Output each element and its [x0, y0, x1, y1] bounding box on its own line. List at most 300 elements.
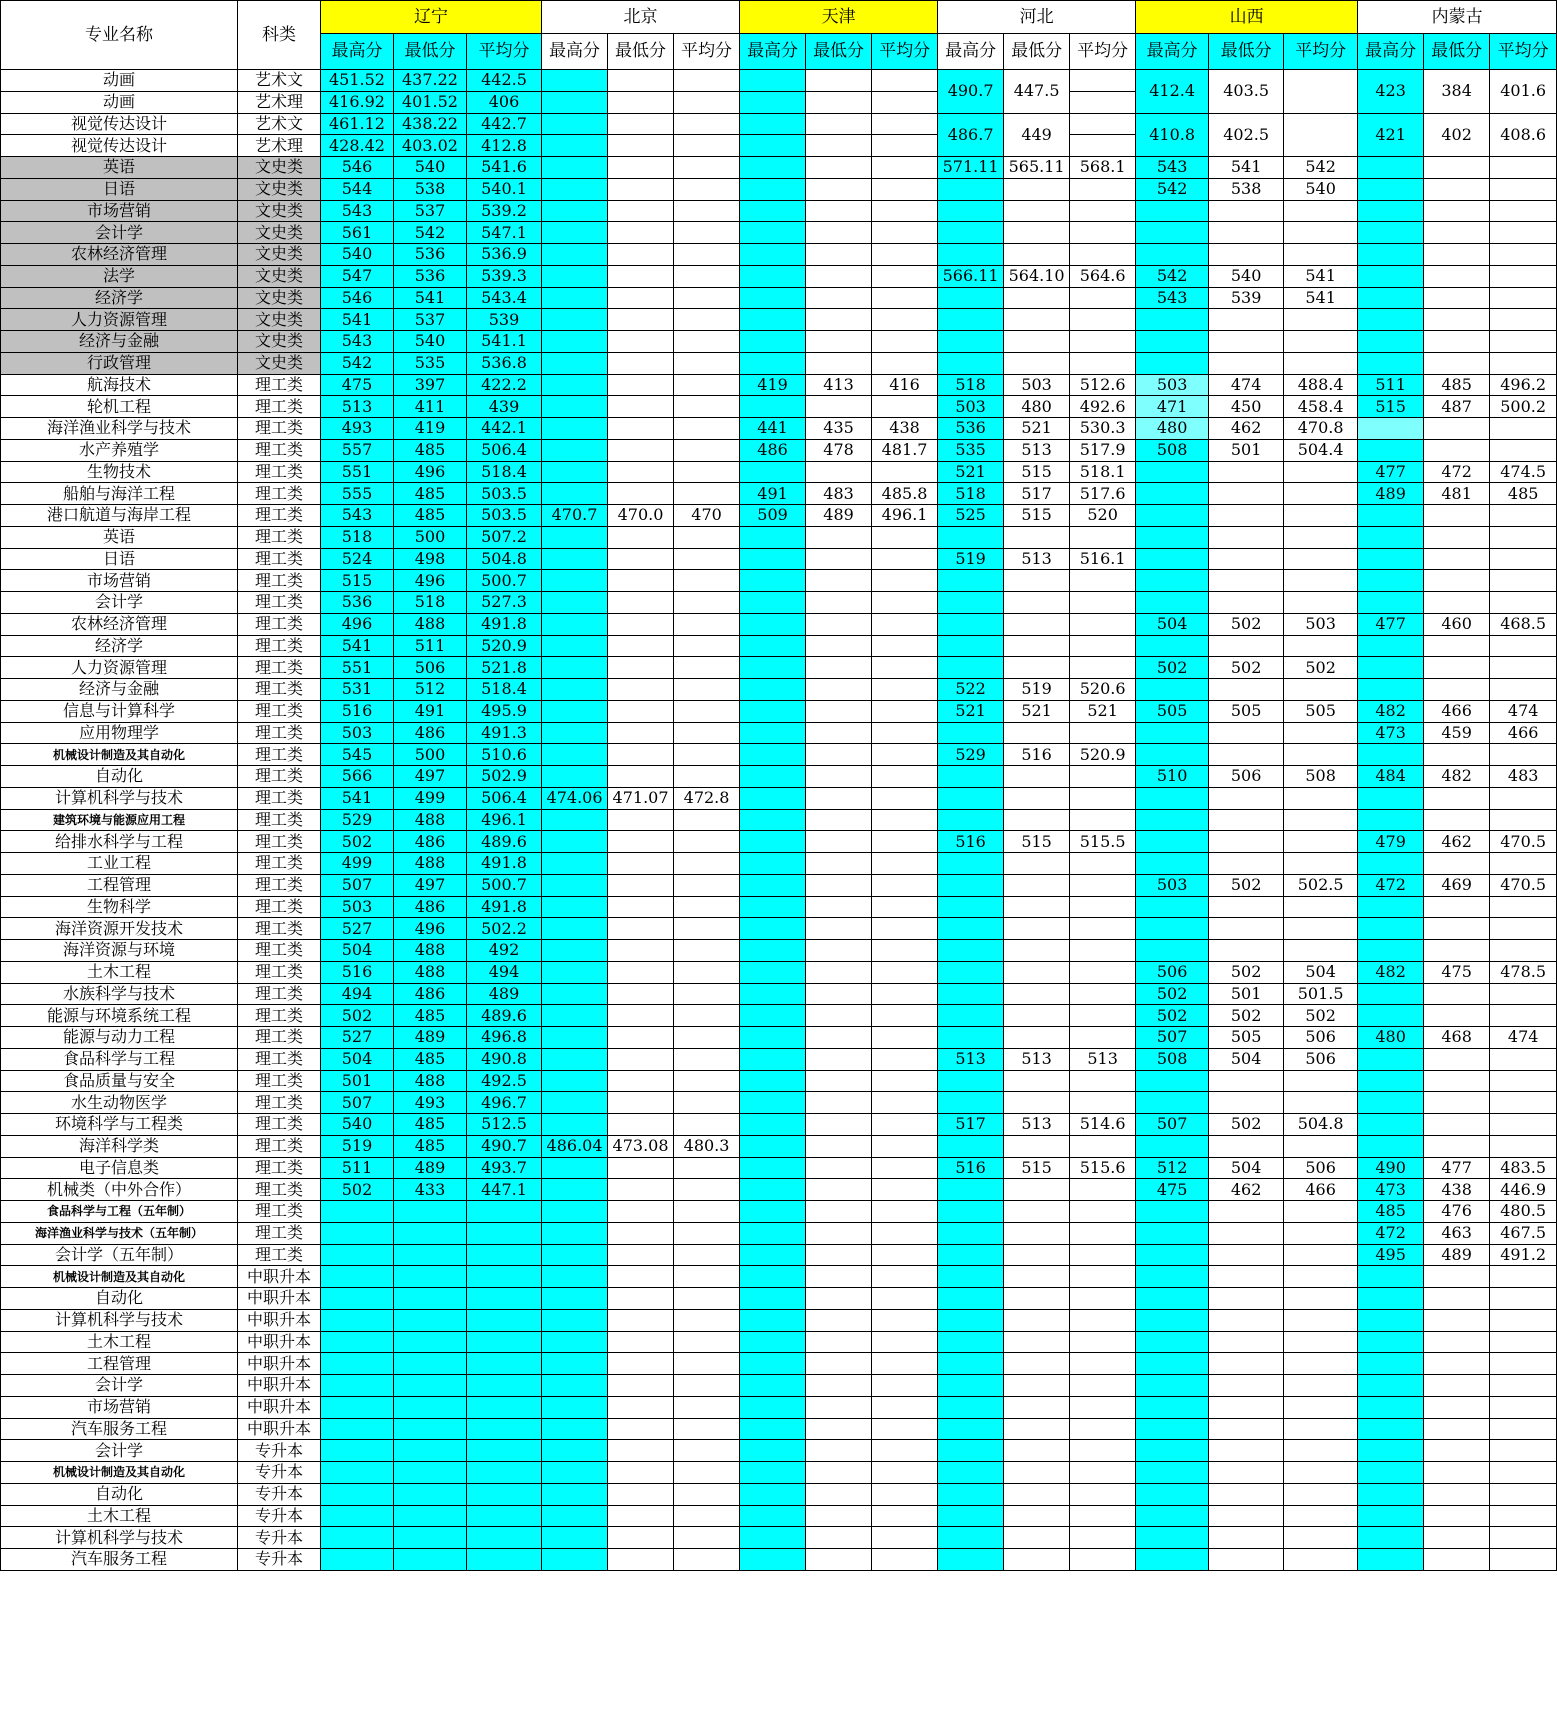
score-cell-tianjin	[740, 222, 806, 244]
major-category: 专升本	[238, 1483, 321, 1505]
score-cell-liaoning: 485	[394, 1048, 467, 1070]
header-metric: 最低分	[394, 34, 467, 70]
score-cell-liaoning	[467, 1505, 542, 1527]
score-cell-beijing	[542, 396, 608, 418]
score-cell-shanxi: 542	[1284, 157, 1358, 179]
score-cell-hebei	[1004, 1135, 1070, 1157]
score-cell-tianjin	[740, 613, 806, 635]
score-cell-beijing	[608, 526, 674, 548]
score-cell-hebei	[1070, 1135, 1136, 1157]
score-cell-shanxi	[1209, 1092, 1284, 1114]
score-cell-hebei	[1004, 352, 1070, 374]
score-cell-tianjin	[872, 1048, 938, 1070]
score-cell-tianjin	[806, 352, 872, 374]
score-cell-hebei	[938, 592, 1004, 614]
score-cell-neimenggu: 491.2	[1490, 1244, 1557, 1266]
score-cell-neimenggu	[1490, 1005, 1557, 1027]
score-cell-hebei	[938, 983, 1004, 1005]
score-cell-hebei: 518	[938, 374, 1004, 396]
score-cell-shanxi	[1284, 1309, 1358, 1331]
score-cell-tianjin	[740, 200, 806, 222]
score-cell-hebei	[938, 635, 1004, 657]
score-cell-beijing	[542, 352, 608, 374]
score-cell-shanxi: 503	[1136, 874, 1209, 896]
score-cell-tianjin	[806, 1440, 872, 1462]
score-cell-shanxi: 501	[1209, 439, 1284, 461]
score-cell-shanxi	[1209, 352, 1284, 374]
score-cell-neimenggu	[1424, 548, 1490, 570]
score-cell-shanxi	[1284, 483, 1358, 505]
score-cell-shanxi	[1209, 1222, 1284, 1244]
score-cell-neimenggu	[1358, 1048, 1424, 1070]
major-category: 理工类	[238, 396, 321, 418]
score-cell-beijing	[674, 570, 740, 592]
score-cell-liaoning: 488	[394, 613, 467, 635]
major-name: 海洋资源开发技术	[1, 918, 238, 940]
table-row	[1, 200, 1557, 222]
score-cell-neimenggu: 485	[1358, 1201, 1424, 1223]
score-cell-liaoning	[321, 1375, 394, 1397]
score-cell-shanxi	[1284, 309, 1358, 331]
score-cell-tianjin	[872, 570, 938, 592]
score-cell-beijing	[542, 1309, 608, 1331]
score-cell-shanxi	[1209, 526, 1284, 548]
major-category: 理工类	[238, 1048, 321, 1070]
header-metric: 平均分	[467, 34, 542, 70]
score-cell-neimenggu	[1490, 1288, 1557, 1310]
score-cell-beijing	[674, 722, 740, 744]
score-cell-shanxi: 462	[1209, 418, 1284, 440]
score-cell-beijing	[674, 635, 740, 657]
score-cell-shanxi	[1136, 1201, 1209, 1223]
score-cell-neimenggu	[1358, 940, 1424, 962]
score-cell-liaoning: 493.7	[467, 1157, 542, 1179]
score-cell-hebei: 517.6	[1070, 483, 1136, 505]
score-cell-hebei	[1004, 1288, 1070, 1310]
score-cell-tianjin	[740, 461, 806, 483]
score-cell-neimenggu	[1424, 918, 1490, 940]
score-cell-hebei	[1070, 309, 1136, 331]
score-cell-neimenggu: 482	[1358, 700, 1424, 722]
score-cell-shanxi	[1136, 461, 1209, 483]
major-category: 理工类	[238, 592, 321, 614]
score-cell-liaoning: 442.1	[467, 418, 542, 440]
major-category: 理工类	[238, 896, 321, 918]
score-cell-hebei: 519	[938, 548, 1004, 570]
score-cell-tianjin	[740, 831, 806, 853]
score-cell-shanxi: 501	[1209, 983, 1284, 1005]
score-cell-tianjin	[806, 679, 872, 701]
score-cell-hebei: 521	[938, 461, 1004, 483]
score-cell-shanxi	[1209, 1353, 1284, 1375]
score-cell-beijing	[608, 940, 674, 962]
major-name: 工程管理	[1, 1353, 238, 1375]
score-cell-shanxi	[1136, 1070, 1209, 1092]
table-row	[1, 1462, 1557, 1484]
score-cell-hebei	[938, 961, 1004, 983]
score-cell-beijing	[608, 483, 674, 505]
score-cell-hebei: 520.9	[1070, 744, 1136, 766]
score-cell-shanxi	[1209, 940, 1284, 962]
score-cell-tianjin	[740, 1135, 806, 1157]
score-cell-beijing	[608, 1505, 674, 1527]
score-cell-tianjin	[806, 1396, 872, 1418]
score-cell-beijing	[542, 831, 608, 853]
score-cell-liaoning	[394, 1505, 467, 1527]
score-cell-shanxi: 505	[1136, 700, 1209, 722]
score-cell-shanxi	[1209, 331, 1284, 353]
score-cell-liaoning: 497	[394, 874, 467, 896]
score-cell-shanxi: 502	[1136, 1005, 1209, 1027]
score-cell-hebei: 515	[1004, 461, 1070, 483]
score-cell-beijing	[608, 1331, 674, 1353]
score-cell-tianjin	[806, 1244, 872, 1266]
score-cell-hebei: 521	[1004, 418, 1070, 440]
major-category: 理工类	[238, 657, 321, 679]
score-cell-beijing: 486.04	[542, 1135, 608, 1157]
score-cell-hebei	[1070, 113, 1136, 135]
major-category: 理工类	[238, 1157, 321, 1179]
score-cell-tianjin	[740, 244, 806, 266]
table-row	[1, 1005, 1557, 1027]
score-cell-hebei	[1004, 200, 1070, 222]
score-cell-hebei	[1070, 1483, 1136, 1505]
score-cell-liaoning: 488	[394, 809, 467, 831]
score-cell-tianjin	[806, 1331, 872, 1353]
score-cell-liaoning: 538	[394, 178, 467, 200]
score-cell-hebei: 513	[1004, 548, 1070, 570]
score-cell-neimenggu	[1490, 1266, 1557, 1288]
score-cell-liaoning: 497	[394, 766, 467, 788]
score-cell-tianjin	[806, 613, 872, 635]
score-cell-shanxi	[1284, 679, 1358, 701]
score-cell-shanxi: 504	[1136, 613, 1209, 635]
major-category: 中职升本	[238, 1331, 321, 1353]
score-cell-tianjin	[872, 831, 938, 853]
score-cell-tianjin: 441	[740, 418, 806, 440]
score-cell-liaoning: 488	[394, 940, 467, 962]
score-cell-hebei	[1070, 1396, 1136, 1418]
score-cell-beijing	[542, 1027, 608, 1049]
score-cell-beijing: 472.8	[674, 787, 740, 809]
score-cell-beijing	[542, 265, 608, 287]
major-name: 会计学	[1, 592, 238, 614]
score-cell-shanxi	[1209, 461, 1284, 483]
score-cell-beijing	[608, 418, 674, 440]
score-cell-shanxi: 502	[1209, 874, 1284, 896]
score-cell-liaoning: 475	[321, 374, 394, 396]
score-cell-neimenggu	[1358, 1505, 1424, 1527]
score-cell-tianjin	[806, 961, 872, 983]
score-cell-hebei	[938, 853, 1004, 875]
header-metric: 最低分	[1209, 34, 1284, 70]
score-cell-hebei	[1070, 1244, 1136, 1266]
score-cell-beijing	[542, 526, 608, 548]
score-cell-shanxi	[1284, 1418, 1358, 1440]
table-row	[1, 1353, 1557, 1375]
score-cell-shanxi	[1136, 548, 1209, 570]
score-cell-shanxi	[1136, 809, 1209, 831]
score-cell-liaoning	[321, 1201, 394, 1223]
score-cell-beijing	[542, 1288, 608, 1310]
score-cell-beijing	[608, 135, 674, 157]
score-cell-shanxi: 502	[1136, 657, 1209, 679]
score-cell-neimenggu	[1490, 570, 1557, 592]
score-cell-hebei: 515	[1004, 831, 1070, 853]
table-row	[1, 896, 1557, 918]
score-cell-beijing	[542, 722, 608, 744]
major-name: 会计学	[1, 1440, 238, 1462]
score-cell-hebei	[938, 331, 1004, 353]
score-cell-tianjin	[872, 70, 938, 92]
score-cell-neimenggu: 438	[1424, 1179, 1490, 1201]
score-cell-beijing	[674, 396, 740, 418]
score-cell-neimenggu	[1490, 309, 1557, 331]
score-cell-hebei	[938, 1396, 1004, 1418]
score-cell-neimenggu	[1424, 1549, 1490, 1571]
score-cell-neimenggu	[1424, 287, 1490, 309]
score-cell-hebei: 566.11	[938, 265, 1004, 287]
score-cell-hebei	[1004, 874, 1070, 896]
table-row	[1, 309, 1557, 331]
score-cell-beijing	[674, 1462, 740, 1484]
score-cell-liaoning: 536.9	[467, 244, 542, 266]
major-name: 食品质量与安全	[1, 1070, 238, 1092]
major-category: 理工类	[238, 548, 321, 570]
score-cell-neimenggu	[1358, 679, 1424, 701]
score-cell-neimenggu: 480.5	[1490, 1201, 1557, 1223]
score-cell-liaoning: 406	[467, 91, 542, 113]
table-row	[1, 157, 1557, 179]
score-cell-tianjin	[872, 1375, 938, 1397]
major-category: 理工类	[238, 1027, 321, 1049]
score-cell-tianjin	[806, 91, 872, 113]
score-cell-beijing	[608, 439, 674, 461]
score-cell-beijing	[674, 1549, 740, 1571]
table-row	[1, 287, 1557, 309]
major-category: 理工类	[238, 1092, 321, 1114]
score-cell-shanxi	[1284, 831, 1358, 853]
score-cell-tianjin	[872, 983, 938, 1005]
score-cell-neimenggu	[1358, 418, 1424, 440]
score-cell-liaoning: 488	[394, 853, 467, 875]
score-cell-hebei: 520	[1070, 505, 1136, 527]
score-cell-tianjin	[806, 787, 872, 809]
score-cell-liaoning: 512	[394, 679, 467, 701]
major-category: 中职升本	[238, 1266, 321, 1288]
score-cell-shanxi	[1209, 744, 1284, 766]
table-row	[1, 331, 1557, 353]
score-cell-neimenggu	[1490, 983, 1557, 1005]
score-cell-shanxi	[1136, 1244, 1209, 1266]
score-cell-neimenggu: 489	[1358, 483, 1424, 505]
score-cell-hebei: 513	[1004, 1114, 1070, 1136]
score-cell-tianjin: 509	[740, 505, 806, 527]
score-cell-hebei	[1004, 570, 1070, 592]
score-cell-hebei	[1004, 331, 1070, 353]
score-cell-neimenggu	[1424, 1114, 1490, 1136]
score-cell-tianjin	[806, 1505, 872, 1527]
score-cell-beijing	[608, 700, 674, 722]
score-cell-neimenggu: 402	[1424, 113, 1490, 157]
score-cell-neimenggu: 470.5	[1490, 831, 1557, 853]
score-cell-neimenggu: 446.9	[1490, 1179, 1557, 1201]
score-cell-tianjin	[740, 1375, 806, 1397]
score-cell-neimenggu: 384	[1424, 70, 1490, 114]
score-cell-liaoning: 539.2	[467, 200, 542, 222]
score-cell-tianjin	[740, 1396, 806, 1418]
score-cell-tianjin	[806, 700, 872, 722]
table-row	[1, 352, 1557, 374]
score-cell-liaoning: 518	[394, 592, 467, 614]
major-name: 海洋科学类	[1, 1135, 238, 1157]
score-cell-tianjin	[872, 853, 938, 875]
score-cell-neimenggu	[1358, 983, 1424, 1005]
score-cell-shanxi: 501.5	[1284, 983, 1358, 1005]
score-cell-hebei	[1070, 896, 1136, 918]
score-cell-neimenggu: 482	[1358, 961, 1424, 983]
score-cell-tianjin	[872, 309, 938, 331]
header-metric: 平均分	[1070, 34, 1136, 70]
score-cell-tianjin	[872, 1288, 938, 1310]
table-row	[1, 1266, 1557, 1288]
score-cell-tianjin	[740, 70, 806, 92]
score-cell-tianjin	[806, 1222, 872, 1244]
score-cell-hebei	[1070, 874, 1136, 896]
major-name: 农林经济管理	[1, 613, 238, 635]
score-cell-neimenggu	[1424, 1505, 1490, 1527]
score-cell-tianjin	[806, 113, 872, 135]
score-cell-hebei: 515	[1004, 505, 1070, 527]
score-cell-tianjin	[740, 1462, 806, 1484]
score-cell-hebei	[938, 918, 1004, 940]
score-cell-hebei	[1004, 940, 1070, 962]
score-cell-neimenggu: 421	[1358, 113, 1424, 157]
score-cell-shanxi: 508	[1284, 766, 1358, 788]
major-name: 机械设计制造及其自动化	[1, 744, 238, 766]
score-cell-beijing	[674, 853, 740, 875]
score-cell-beijing	[674, 1396, 740, 1418]
major-category: 理工类	[238, 505, 321, 527]
score-cell-beijing: 470.7	[542, 505, 608, 527]
score-cell-hebei: 517.9	[1070, 439, 1136, 461]
score-cell-shanxi: 506	[1136, 961, 1209, 983]
score-cell-shanxi	[1136, 505, 1209, 527]
score-cell-liaoning: 442.7	[467, 113, 542, 135]
score-cell-beijing	[608, 657, 674, 679]
score-cell-liaoning	[321, 1440, 394, 1462]
score-cell-beijing	[608, 1222, 674, 1244]
score-cell-tianjin	[872, 91, 938, 113]
score-cell-hebei	[1004, 1375, 1070, 1397]
score-cell-hebei	[1004, 309, 1070, 331]
score-cell-tianjin	[740, 135, 806, 157]
score-cell-liaoning: 513	[321, 396, 394, 418]
table-row	[1, 1114, 1557, 1136]
score-cell-hebei	[1070, 940, 1136, 962]
score-cell-shanxi	[1209, 1396, 1284, 1418]
score-cell-liaoning: 537	[394, 200, 467, 222]
score-cell-liaoning	[467, 1462, 542, 1484]
score-cell-beijing	[542, 1157, 608, 1179]
score-cell-tianjin	[872, 961, 938, 983]
score-cell-shanxi	[1209, 570, 1284, 592]
score-cell-hebei	[1070, 178, 1136, 200]
header-major: 专业名称	[1, 1, 238, 70]
score-cell-neimenggu: 466	[1424, 700, 1490, 722]
score-cell-liaoning: 537	[394, 309, 467, 331]
score-cell-beijing	[542, 461, 608, 483]
score-cell-beijing	[608, 200, 674, 222]
score-cell-shanxi: 541	[1209, 157, 1284, 179]
score-cell-liaoning: 546	[321, 157, 394, 179]
score-cell-hebei	[938, 613, 1004, 635]
score-cell-tianjin	[806, 1266, 872, 1288]
score-cell-neimenggu: 460	[1424, 613, 1490, 635]
score-cell-neimenggu	[1424, 1266, 1490, 1288]
score-cell-liaoning	[467, 1266, 542, 1288]
score-cell-tianjin: 485.8	[872, 483, 938, 505]
score-cell-liaoning: 494	[321, 983, 394, 1005]
score-cell-hebei	[1004, 1527, 1070, 1549]
major-name: 海洋渔业科学与技术	[1, 418, 238, 440]
score-cell-neimenggu	[1358, 570, 1424, 592]
score-cell-neimenggu	[1424, 439, 1490, 461]
score-cell-neimenggu	[1358, 1070, 1424, 1092]
major-category: 文史类	[238, 331, 321, 353]
score-cell-beijing	[542, 766, 608, 788]
score-cell-beijing	[608, 244, 674, 266]
score-cell-hebei: 525	[938, 505, 1004, 527]
score-cell-liaoning: 491.8	[467, 896, 542, 918]
score-cell-liaoning: 506	[394, 657, 467, 679]
score-cell-hebei	[1070, 1070, 1136, 1092]
score-cell-liaoning	[321, 1222, 394, 1244]
score-cell-beijing	[542, 940, 608, 962]
score-cell-hebei: 519	[1004, 679, 1070, 701]
major-category: 艺术文	[238, 70, 321, 92]
score-cell-shanxi	[1136, 1483, 1209, 1505]
score-cell-hebei	[938, 722, 1004, 744]
score-cell-shanxi	[1136, 1266, 1209, 1288]
score-cell-shanxi	[1284, 635, 1358, 657]
score-cell-neimenggu	[1424, 635, 1490, 657]
score-cell-beijing	[608, 1048, 674, 1070]
score-cell-shanxi	[1136, 853, 1209, 875]
major-name: 信息与计算科学	[1, 700, 238, 722]
score-cell-neimenggu	[1358, 1092, 1424, 1114]
score-cell-hebei	[1070, 1375, 1136, 1397]
score-cell-liaoning	[321, 1331, 394, 1353]
score-cell-liaoning: 544	[321, 178, 394, 200]
major-category: 专升本	[238, 1440, 321, 1462]
score-cell-neimenggu	[1358, 309, 1424, 331]
score-cell-liaoning: 502.9	[467, 766, 542, 788]
score-cell-shanxi	[1284, 1201, 1358, 1223]
score-cell-neimenggu	[1490, 1070, 1557, 1092]
score-cell-tianjin	[872, 1396, 938, 1418]
table-row	[1, 1201, 1557, 1223]
score-cell-hebei	[1004, 1462, 1070, 1484]
major-category: 理工类	[238, 679, 321, 701]
major-name: 轮机工程	[1, 396, 238, 418]
score-cell-neimenggu	[1358, 853, 1424, 875]
table-row	[1, 1483, 1557, 1505]
major-name: 给排水科学与工程	[1, 831, 238, 853]
score-cell-neimenggu	[1490, 918, 1557, 940]
major-category: 艺术理	[238, 135, 321, 157]
major-name: 经济学	[1, 287, 238, 309]
